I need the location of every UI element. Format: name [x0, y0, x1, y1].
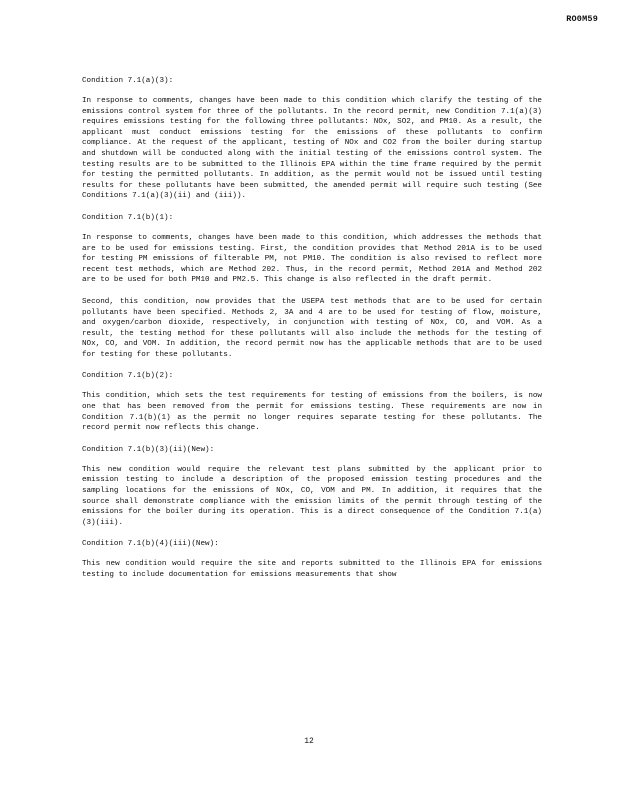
paragraph: In response to comments, changes have been made to this condition, which addresses the methods that are to be used for emissions testing. First, the condition provides that Method 201A is to be used for testing PM emissions of filterable PM, not PM10. The condition is also revised to reflect more recent test methods, which are Method 202. Thus, in the record permit, Method 201A and Method 202 are to be used for both PM10 and PM2.5. This change is also reflected in the draft permit. — [82, 233, 542, 285]
section-heading: Condition 7.1(a)(3): — [82, 77, 174, 85]
section-heading: Condition 7.1(b)(4)(iii)(New): — [82, 540, 219, 549]
section — [82, 445, 542, 529]
section — [82, 76, 542, 202]
document-id: RO0M59 — [566, 14, 598, 24]
section — [82, 213, 542, 361]
document-body — [82, 76, 542, 592]
paragraph: In response to comments, changes have been made to this condition which clarify the testing of the emissions control system for three of the pollutants. In the record permit, new Condition 7.1(a)(3) requires emissions testing for the following three pollutants: NOx, SO2, and PM10. As a result, the applicant must conduct emissions testing for the emissions of these pollutants to confirm compliance. At the request of the applicant, testing of NOx and CO2 from the boiler during startup and shutdown will be conducted along with the initial testing of the emissions control system. The testing results are to be submitted to the Illinois EPA within the time frame required by the permit for testing the permitted pollutants. In addition, as the permit would not be issued until testing results for these pollutants have been submitted, the amended permit will require such testing (See Conditions 7.1(a)(3)(ii) and (iii)). — [82, 97, 542, 201]
section-heading: Condition 7.1(b)(3)(ii)(New): — [82, 445, 215, 454]
paragraph: Second, this condition, now provides that the USEPA test methods that are to be used for certain pollutants have been specified. Methods 2, 3A and 4 are to be used for testing of flow, moisture, and oxygen/carbon dioxide, respectively, in conjunction with testing of NOx, CO, and VOM. As a result, the testing method for these pollutants will also include the methods for the testing of NOx, CO, and VOM. In addition, the record permit now has the applicable methods that are to be used for testing for these pollutants. — [82, 297, 542, 359]
section-heading: Condition 7.1(b)(1): — [82, 213, 174, 222]
page-number: 12 — [304, 737, 314, 746]
paragraph: This new condition would require the relevant test plans submitted by the applicant prior to emission testing to include a description of the proposed emission testing procedures and the sampling locations for the emissions of NOx, CO, VOM and PM. In addition, it requires that the source shall demonstrate compliance with the emission limits of the permit through testing of the emissions for the boiler during its operation. This is a direct consequence of the Condition 7.1(a)(3)(iii). — [82, 465, 542, 527]
paragraph: This new condition would require the site and reports submitted to the Illinois EPA for emissions testing to include documentation for emissions measurements that show — [82, 560, 542, 579]
paragraph: This condition, which sets the test requirements for testing of emissions from the boilers, is now one that has been removed from the permit for emissions testing. These requirements are now in Condition 7.1(b)(1) as the permit no longer requires separate testing for these pollutants. The record permit now reflects this change. — [82, 392, 542, 433]
section-heading: Condition 7.1(b)(2): — [82, 372, 174, 381]
section — [82, 539, 542, 580]
section — [82, 371, 542, 433]
